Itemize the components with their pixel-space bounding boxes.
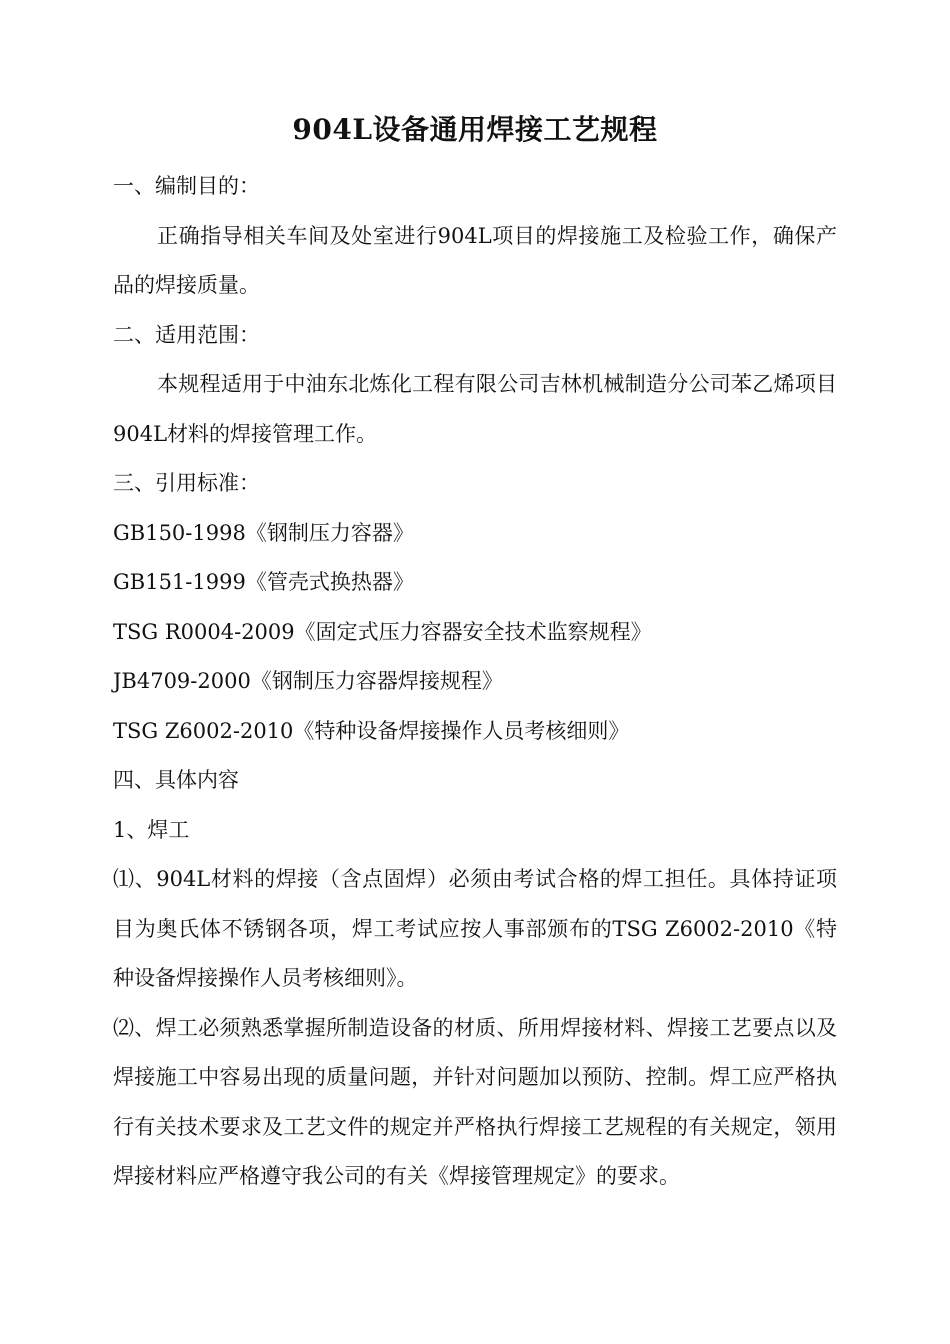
purpose-paragraph: 正确指导相关车间及处室进行904L项目的焊接施工及检验工作，确保产品的焊接质量。 bbox=[113, 223, 837, 297]
section-heading-standards: 三、引用标准： bbox=[113, 471, 260, 495]
welder-rule-1: ⑴、904L材料的焊接（含点固焊）必须由考试合格的焊工担任。具体持证项目为奥氏体不锈钢各项，焊工考试应按人事部颁布的TSG Z6002-2010《特种设备焊接操作人员考核细则》。 bbox=[113, 867, 837, 990]
scope-paragraph: 本规程适用于中油东北炼化工程有限公司吉林机械制造分公司苯乙烯项目904L材料的焊接管理工作。 bbox=[113, 372, 837, 446]
standard-item: TSG Z6002-2010《特种设备焊接操作人员考核细则》 bbox=[113, 718, 630, 743]
document-title: 904L设备通用焊接工艺规程 bbox=[292, 113, 658, 146]
section-heading-content: 四、具体内容 bbox=[113, 768, 239, 792]
welder-rule-2: ⑵、焊工必须熟悉掌握所制造设备的材质、所用焊接材料、焊接工艺要点以及焊接施工中容易出现的质量问题，并针对问题加以预防、控制。焊工应严格执行有关技术要求及工艺文件的规定并严格执行焊接工艺规程的有关规定，领用焊接材料应严格遵守我公司的有关《焊接管理规定》的要求。 bbox=[113, 1015, 837, 1188]
document-body bbox=[113, 162, 837, 1202]
standard-item: GB151-1999《管壳式换热器》 bbox=[113, 570, 414, 594]
standard-item: TSG R0004-2009《固定式压力容器安全技术监察规程》 bbox=[113, 619, 652, 644]
section-heading-scope: 二、适用范围： bbox=[113, 322, 260, 347]
standard-item: JB4709-2000《钢制压力容器焊接规程》 bbox=[113, 669, 503, 693]
standard-item: GB150-1998《钢制压力容器》 bbox=[113, 520, 414, 545]
subsection-heading-welder: 1、焊工 bbox=[113, 817, 190, 842]
section-heading-purpose: 一、编制目的： bbox=[113, 174, 260, 198]
